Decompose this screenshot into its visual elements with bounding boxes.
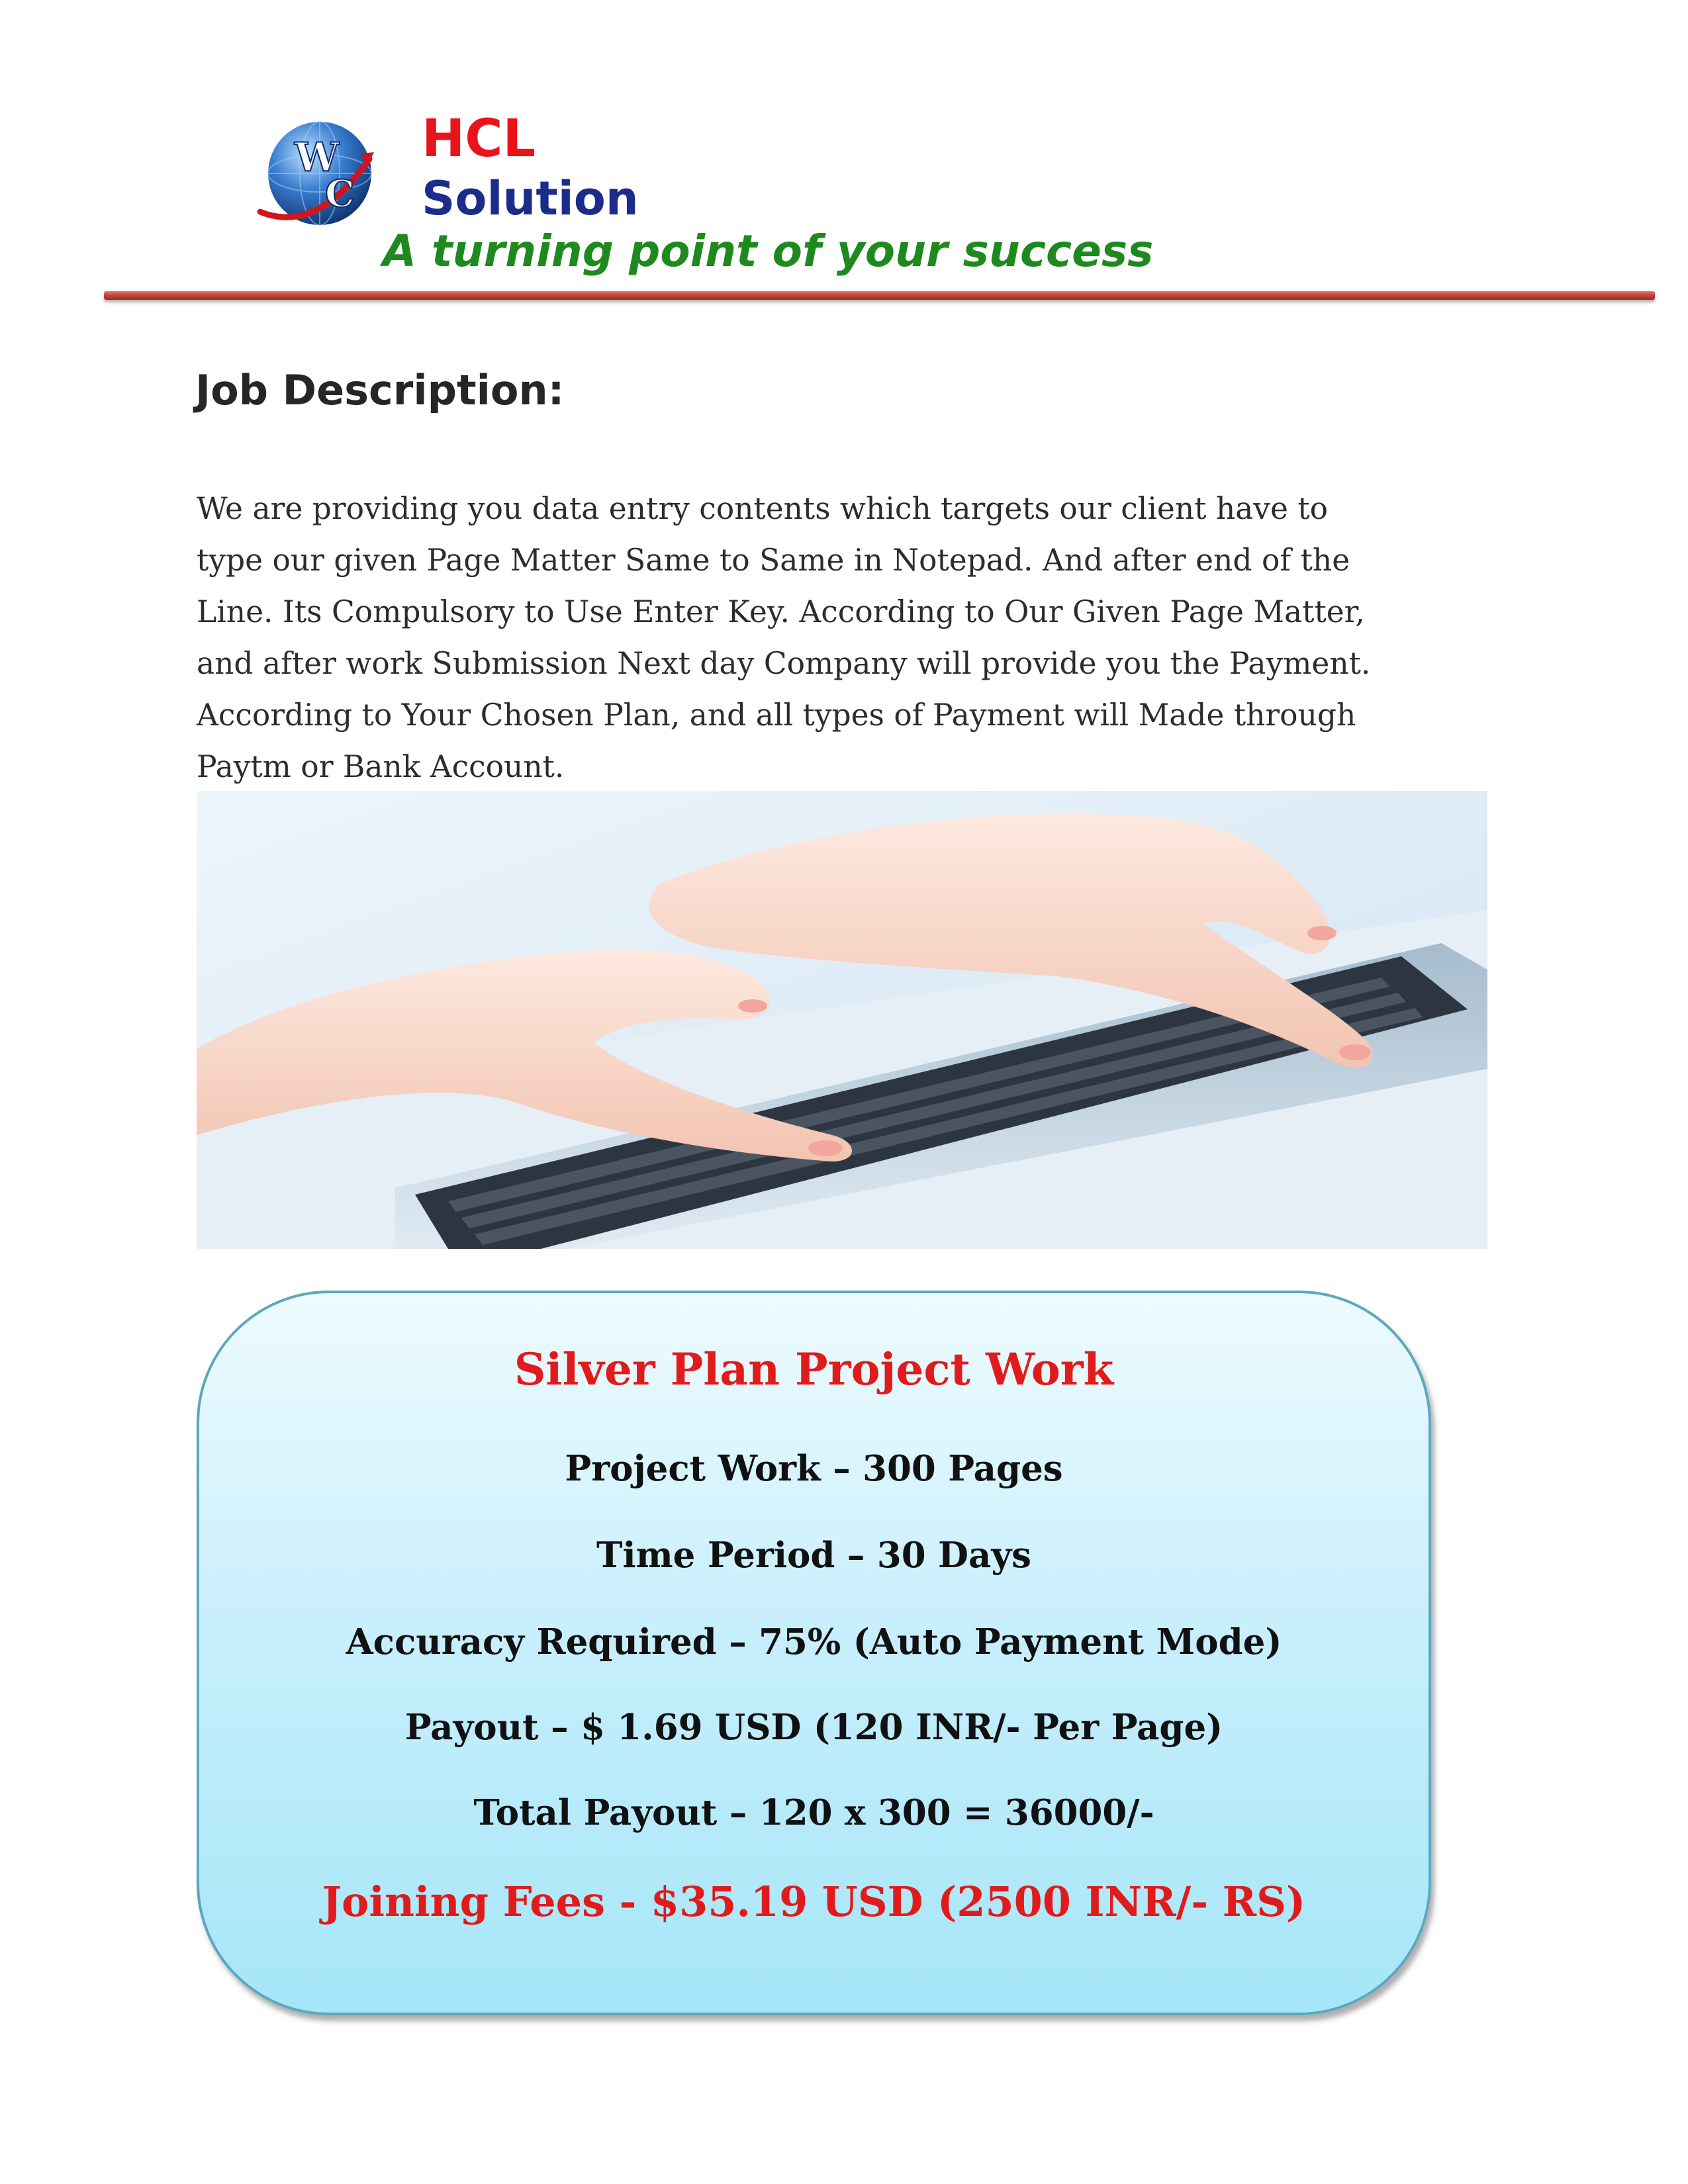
description-line: type our given Page Matter Same to Same in Notepad. And after end of the <box>197 543 1350 578</box>
plan-payout: Payout – $ 1.69 USD (120 INR/- Per Page) <box>404 1707 1223 1748</box>
plan-time-period: Time Period – 30 Days <box>596 1535 1031 1576</box>
company-logo <box>254 113 376 232</box>
description-line: and after work Submission Next day Company will provide you the Payment. <box>197 646 1371 681</box>
laptop-keyboard-illustration <box>197 791 1487 1249</box>
job-description-heading: Job Description: <box>195 366 565 414</box>
svg-text:W: W <box>295 134 340 181</box>
typing-hands-photo <box>197 791 1487 1249</box>
svg-text:C: C <box>325 172 355 216</box>
brand-name: HCL <box>422 109 536 169</box>
brand-subtitle: Solution <box>422 171 639 226</box>
silver-plan-card <box>197 1291 1431 2015</box>
plan-total-payout: Total Payout – 120 x 300 = 36000/- <box>473 1792 1154 1833</box>
plan-project-work: Project Work – 300 Pages <box>565 1448 1063 1489</box>
plan-accuracy: Accuracy Required – 75% (Auto Payment Mode) <box>346 1621 1282 1662</box>
description-line: Paytm or Bank Account. <box>197 749 565 784</box>
description-line: According to Your Chosen Plan, and all types of Payment will Made through <box>197 698 1356 733</box>
description-line: Line. Its Compulsory to Use Enter Key. According to Our Given Page Matter, <box>197 594 1365 629</box>
plan-joining-fees: Joining Fees - $35.19 USD (2500 INR/- RS) <box>322 1878 1306 1926</box>
header-divider <box>104 291 1655 300</box>
job-description-text <box>197 483 1521 793</box>
globe-logo-icon <box>254 113 376 232</box>
description-line: We are providing you data entry contents which targets our client have to <box>197 491 1329 526</box>
tagline: A turning point of your success <box>383 226 1154 277</box>
plan-title: Silver Plan Project Work <box>514 1343 1114 1395</box>
